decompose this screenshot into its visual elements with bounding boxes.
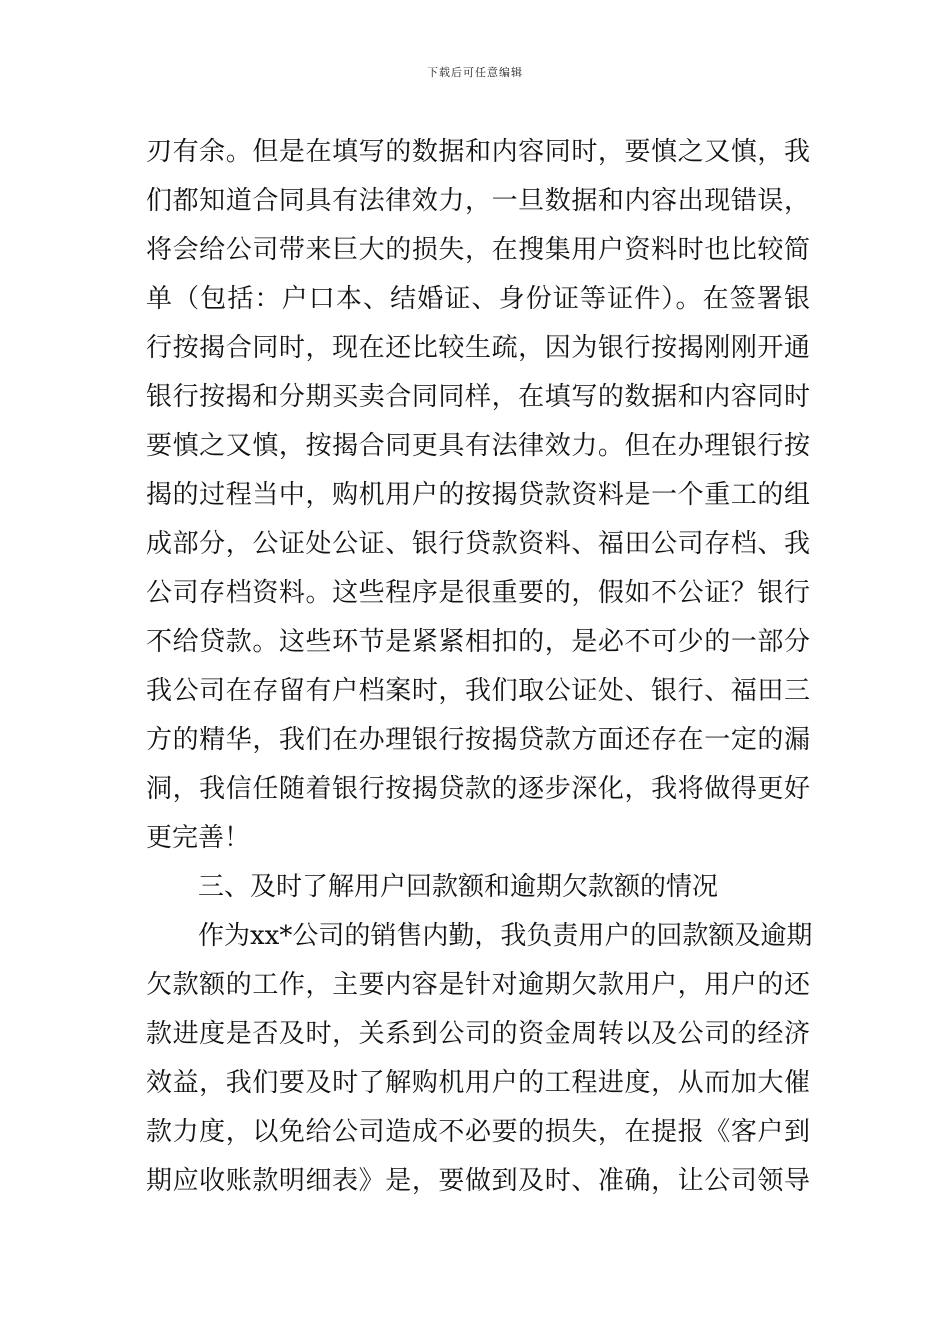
- text-line: 款进度是否及时，关系到公司的资金周转以及公司的经济: [146, 1019, 810, 1049]
- text-line: 不给贷款。这些环节是紧紧相扣的，是必不可少的一部分: [146, 627, 810, 657]
- text-line: 单（包括：户口本、结婚证、身份证等证件）。在签署银: [146, 284, 810, 314]
- document-body: [146, 128, 813, 1206]
- text-line: 款力度，以免给公司造成不必要的损失，在提报《客户到: [146, 1117, 810, 1147]
- text-line: 我公司在存留有户档案时，我们取公证处、银行、福田三: [146, 676, 810, 706]
- text-line: 成部分，公证处公证、银行贷款资料、福田公司存档、我: [146, 529, 810, 559]
- text-line: 期应收账款明细表》是，要做到及时、准确，让公司领导: [146, 1166, 810, 1196]
- text-line: 欠款额的工作，主要内容是针对逾期欠款用户，用户的还: [146, 970, 810, 1000]
- text-line: 行按揭合同时，现在还比较生疏，因为银行按揭刚刚开通: [146, 333, 810, 363]
- text-line: 揭的过程当中，购机用户的按揭贷款资料是一个重工的组: [146, 480, 810, 510]
- text-line: 银行按揭和分期买卖合同同样，在填写的数据和内容同时: [146, 382, 810, 412]
- section-heading: 三、及时了解用户回款额和逾期欠款额的情况: [198, 872, 719, 902]
- text-line: 要慎之又慎，按揭合同更具有法律效力。但在办理银行按: [146, 431, 810, 461]
- page-header: 下载后可任意编辑: [427, 66, 523, 79]
- text-line: 刃有余。但是在填写的数据和内容同时，要慎之又慎，我: [146, 137, 810, 167]
- text-line: 更完善！: [146, 823, 251, 853]
- text-line: 公司存档资料。这些程序是很重要的，假如不公证？银行: [146, 578, 810, 608]
- text-line: 作为xx*公司的销售内勤，我负责用户的回款额及逾期: [198, 921, 813, 951]
- text-line: 洞，我信任随着银行按揭贷款的逐步深化，我将做得更好: [146, 774, 810, 804]
- text-line: 们都知道合同具有法律效力，一旦数据和内容出现错误，: [146, 186, 810, 216]
- text-line: 将会给公司带来巨大的损失，在搜集用户资料时也比较简: [146, 235, 810, 265]
- text-line: 方的精华，我们在办理银行按揭贷款方面还存在一定的漏: [146, 725, 810, 755]
- text-line: 效益，我们要及时了解购机用户的工程进度，从而加大催: [146, 1068, 810, 1098]
